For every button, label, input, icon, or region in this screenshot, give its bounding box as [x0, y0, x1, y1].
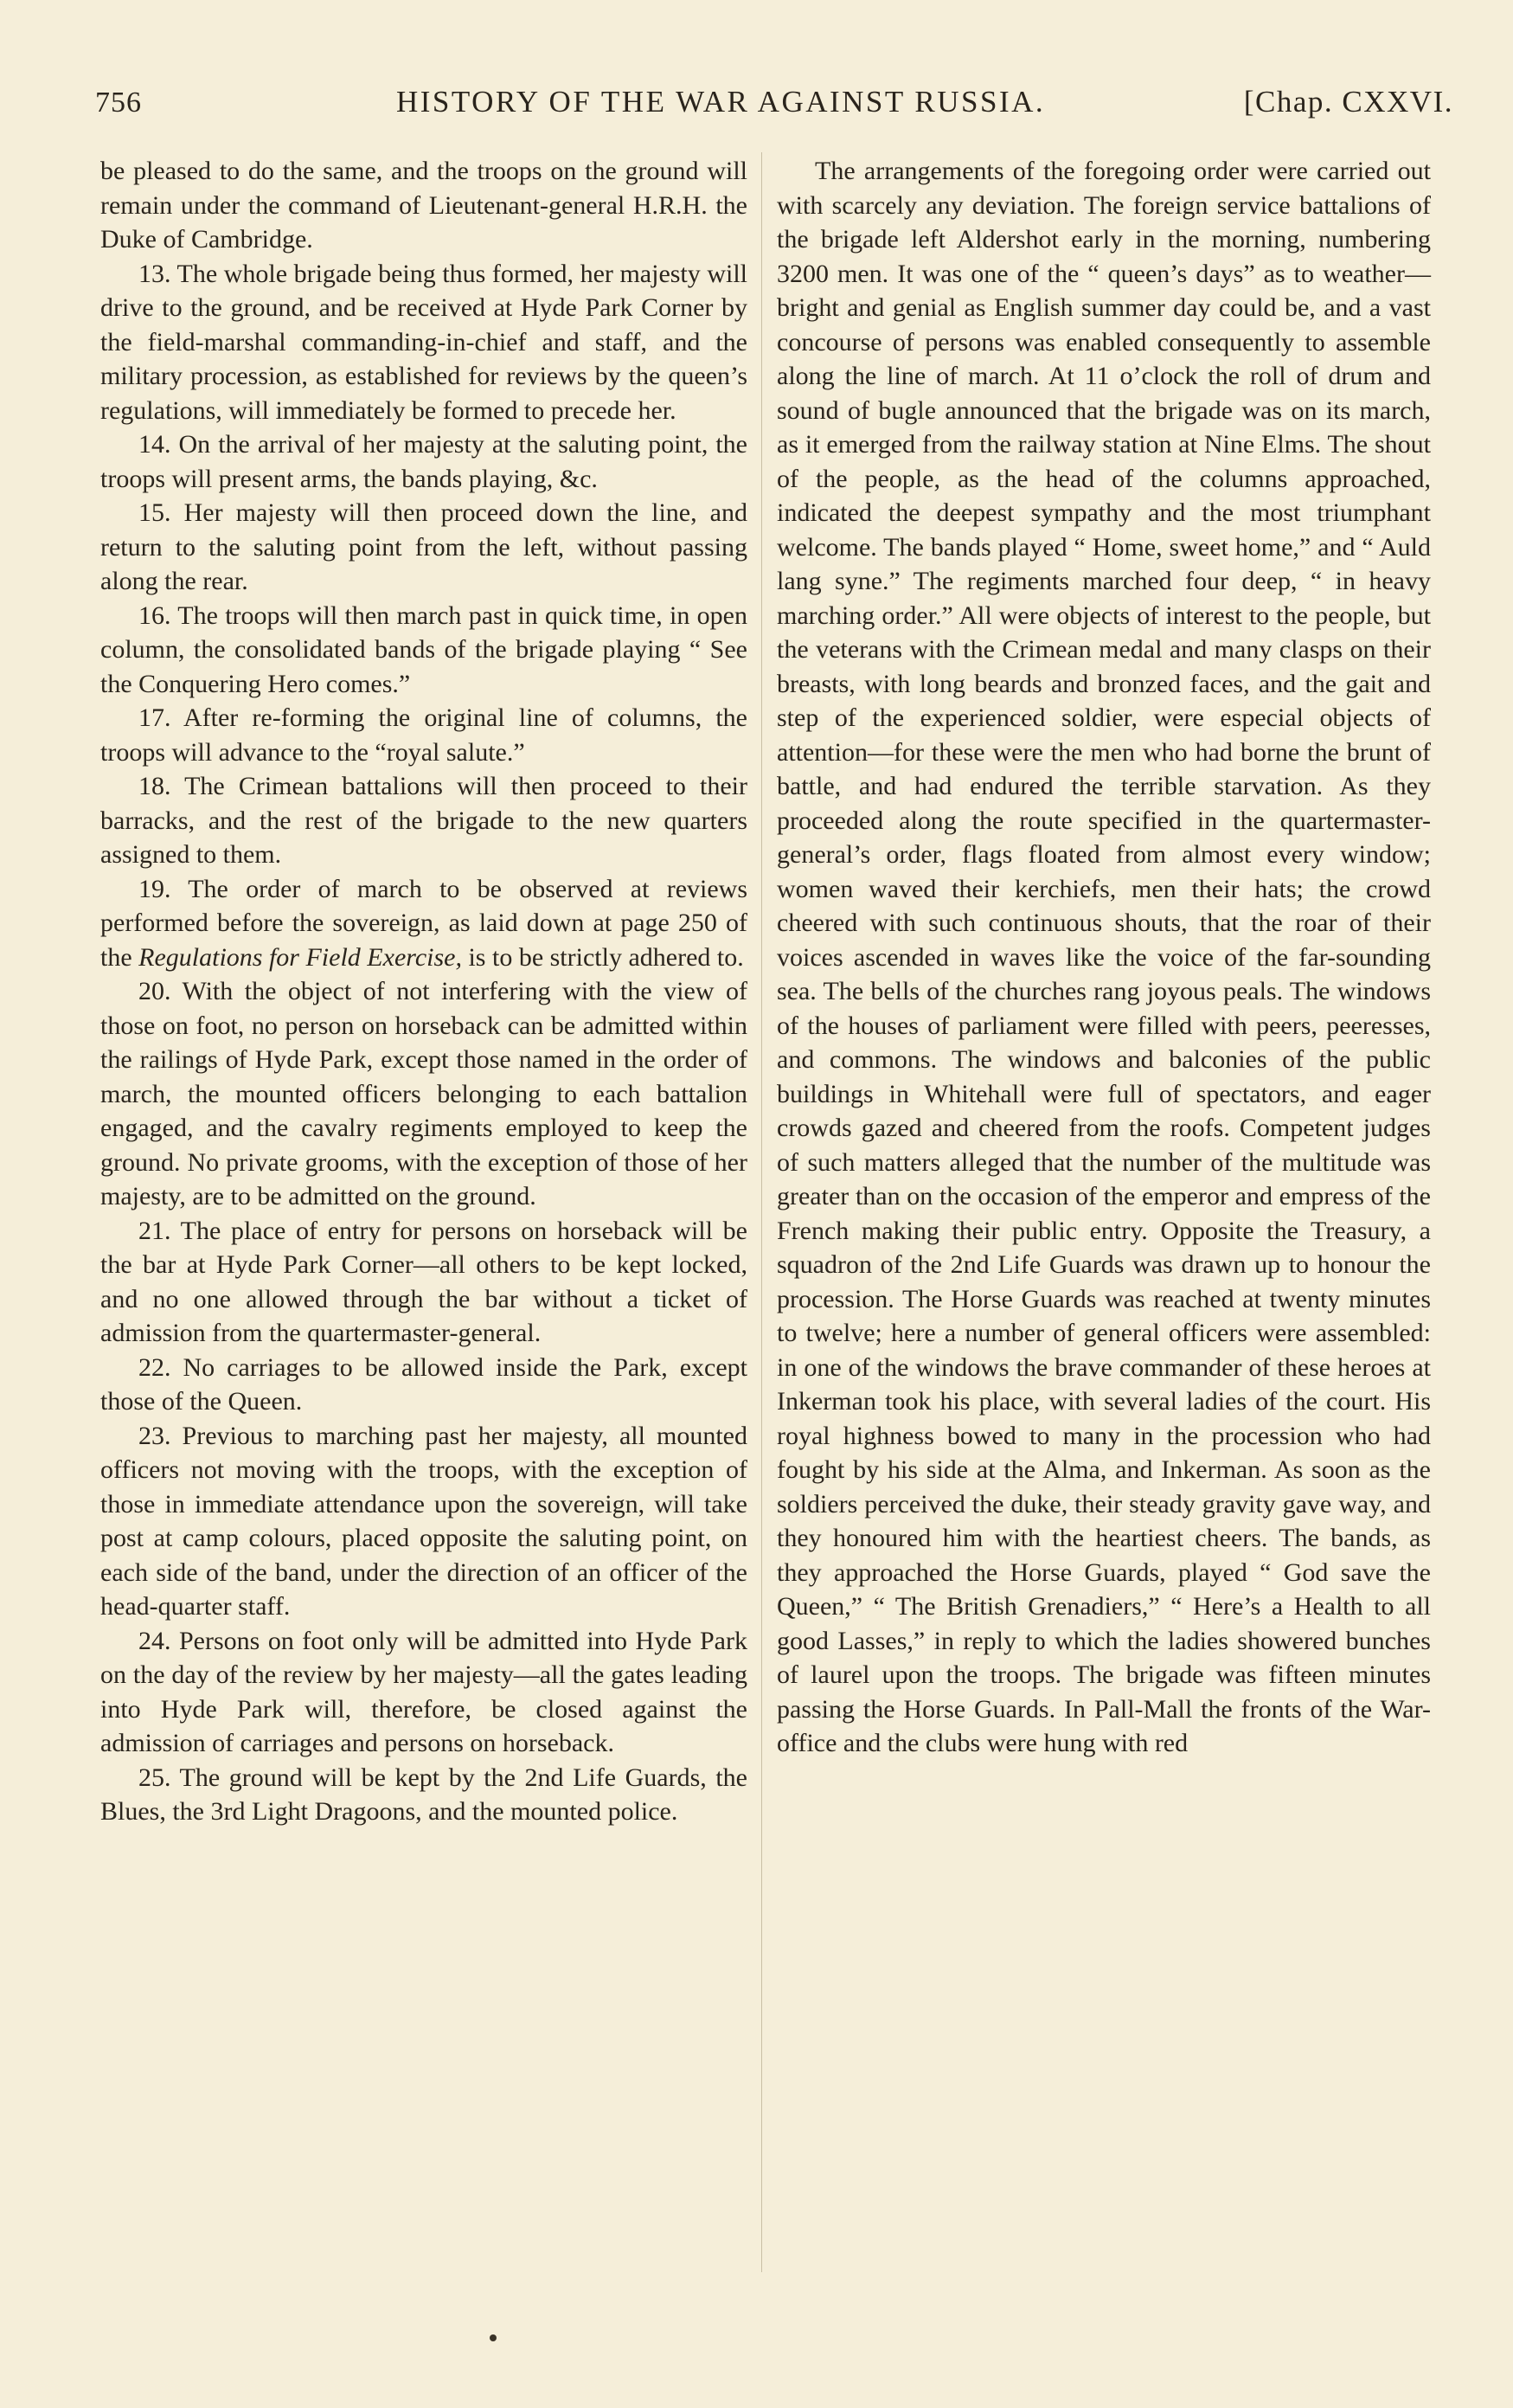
paragraph-text: 22. No carriages to be allowed inside the Park, except those of the Queen. [100, 1352, 747, 1416]
left-paragraph [100, 1214, 747, 1351]
left-paragraph [100, 496, 747, 599]
right-column [777, 154, 1431, 1761]
left-paragraph [100, 872, 747, 975]
left-paragraph [100, 974, 747, 1214]
running-title: HISTORY OF THE WAR AGAINST RUSSIA. [396, 85, 1046, 119]
left-paragraph [100, 427, 747, 496]
left-paragraph [100, 1624, 747, 1761]
page-header [95, 80, 1453, 132]
paragraph-text: is to be strictly adhered to. [461, 942, 744, 972]
paragraph-text: 18. The Crimean battalions will then proceed to their barracks, and the rest of the brigade to the new quarters assigned to them. [100, 772, 747, 869]
paragraph-text: be pleased to do the same, and the troops on the ground will remain under the command of Lieutenant-general H.R.H. the Duke of Cambridge. [100, 157, 747, 254]
paragraph-text: 17. After re-forming the original line of columns, the troops will advance to the “royal salute.” [100, 703, 747, 767]
page-number: 756 [95, 87, 142, 119]
left-paragraph [100, 1419, 747, 1624]
italic-title: Regulations for Field Exercise, [138, 942, 462, 972]
paragraph-text: 25. The ground will be kept by the 2nd Life Guards, the Blues, the 3rd Light Dragoons, and the mounted police. [100, 1763, 747, 1826]
left-paragraph [100, 154, 747, 257]
left-paragraph [100, 701, 747, 769]
left-paragraph [100, 1761, 747, 1829]
paragraph-text: 15. Her majesty will then proceed down the line, and return to the saluting point from the left, without passing along the rear. [100, 498, 747, 595]
paragraph-text: 24. Persons on foot only will be admitted into Hyde Park on the day of the review by her majesty—all the gates leading into Hyde Park will, therefore, be closed against the admission of carriages and persons on horseback. [100, 1626, 747, 1757]
column-divider [761, 152, 762, 2272]
left-paragraph [100, 599, 747, 702]
left-paragraph [100, 257, 747, 428]
left-paragraph [100, 1351, 747, 1419]
page-mark [490, 2334, 497, 2341]
paragraph-text: 14. On the arrival of her majesty at the saluting point, the troops will present arms, the bands playing, &c. [100, 430, 747, 493]
paragraph-text: 21. The place of entry for persons on horseback will be the bar at Hyde Park Corner—all others to be kept locked, and no one allowed through the bar without a ticket of admission from the quartermaster-general. [100, 1216, 747, 1347]
chapter-label: [Chap. CXXVI. [1243, 85, 1453, 119]
right-paragraph: The arrangements of the foregoing order were carried out with scarcely any deviation. The foreign service battalions of the brigade left Aldershot early in the morning, numbering 3200 men. It was one of the “ queen’s days” as to weather—bright and genial as English summer day could be, and a vast concourse of persons was enabled consequently to assemble along the line of march. At 11 o’clock the roll of drum and sound of bugle announced that the brigade was on its march, as it emerged from the railway station at Nine Elms. The shout of the people, as the head of the columns approached, indicated the deepest sympathy and the most triumphant welcome. The bands played “ Home, sweet home,” and “ Auld lang syne.” The regiments marched four deep, “ in heavy marching order.” All were objects of interest to the people, but the veterans with the Crimean medal and many clasps on their breasts, with long beards and bronzed faces, and the gait and step of the experienced soldier, were especial objects of attention—for these were the men who had borne the brunt of battle, and had endured the terrible starvation. As they proceeded along the route specified in the quartermaster-general’s order, flags floated from almost every window; women waved their kerchiefs, men their hats; the crowd cheered with such continuous shouts, that the roar of their voices ascended in waves like the voice of the far-sounding sea. The bells of the churches rang joyous peals. The windows of the houses of parliament were filled with peers, peeresses, and commons. The windows and balconies of the public buildings in Whitehall were full of spectators, and eager crowds gazed and cheered from the roofs. Competent judges of such matters alleged that the number of the multitude was greater than on the occasion of the emperor and empress of the French making their public entry. Opposite the Treasury, a squadron of the 2nd Life Guards was drawn up to honour the procession. The Horse Guards was reached at twenty minutes to twelve; here a number of general officers were assembled: in one of the windows the brave commander of these heroes at Inkerman took his place, with several ladies of the court. His royal highness bowed to many in the procession who had fought by his side at the Alma, and Inkerman. As soon as the soldiers perceived the duke, their steady gravity gave way, and they honoured him with the heartiest cheers. The bands, as they approached the Horse Guards, played “ God save the Queen,” “ The British Grenadiers,” “ Here’s a Health to all good Lasses,” in reply to which the ladies showered bunches of laurel upon the troops. The brigade was fifteen minutes passing the Horse Guards. In Pall-Mall the fronts of the War-office and the clubs were hung with red [777, 157, 1431, 1757]
paragraph-text: 19. The order of march to be observed at reviews performed before the sovereign, as laid down at page 250 of the [100, 874, 747, 972]
paragraph-text: 13. The whole brigade being thus formed, her majesty will drive to the ground, and be received at Hyde Park Corner by the field-marshal commanding-in-chief and staff, and the military procession, as established for reviews by the queen’s regulations, will immediately be formed to precede her. [100, 259, 747, 425]
left-paragraph [100, 769, 747, 872]
paragraph-text: 23. Previous to marching past her majesty, all mounted officers not moving with the troops, with the exception of those in immediate attendance upon the sovereign, will take post at camp colours, placed opposite the saluting point, on each side of the band, under the direction of an officer of the head-quarter staff. [100, 1421, 747, 1621]
left-column [100, 154, 747, 1829]
paragraph-text: 20. With the object of not interfering with the view of those on foot, no person on horseback can be admitted within the railings of Hyde Park, except those named in the order of march, the mounted officers belonging to each battalion engaged, and the cavalry regiments employed to keep the ground. No private grooms, with the exception of those of her majesty, are to be admitted on the ground. [100, 977, 747, 1210]
paragraph-text: 16. The troops will then march past in quick time, in open column, the consolidated bands of the brigade playing “ See the Conquering Hero comes.” [100, 600, 747, 698]
